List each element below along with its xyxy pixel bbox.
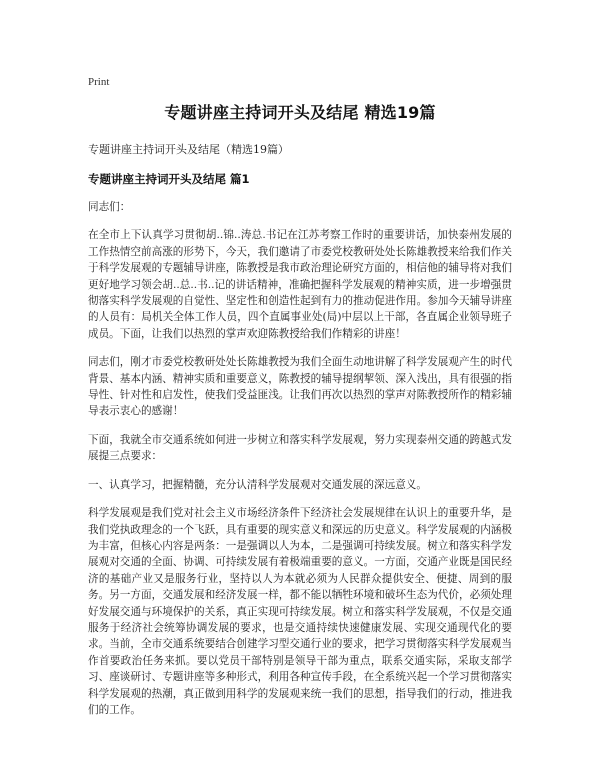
paragraph-salutation: 同志们：	[88, 201, 131, 213]
section-heading: 专题讲座主持词开头及结尾 篇1	[88, 172, 250, 186]
document-title: 专题讲座主持词开头及结尾 精选19篇	[164, 103, 436, 122]
paragraph-point-one: 一、认真学习，把握精髓，充分认清科学发展观对交通发展的深远意义。	[88, 478, 427, 491]
paragraph-requirements-intro: 下面，我就全市交通系统如何进一步树立和落实科学发展观，努力实现泰州交通的跨越式发展提三点要求：	[88, 433, 512, 463]
paragraph-thanks: 同志们，刚才市委党校教研处处长陈雄教授为我们全面生动地讲解了科学发展观产生的时代背景、基本内涵、精神实质和重要意义，陈教授的辅导提纲挈领、深入浅出，具有很强的指导性、针对性和启发性，使我们受益匪浅。让我们再次以热烈的掌声对陈教授所作的精彩辅导表示衷心的感谢！	[88, 356, 512, 418]
print-link[interactable]: Print	[88, 76, 110, 88]
paragraph-point-one-body: 科学发展观是我们党对社会主义市场经济条件下经济社会发展规律在认识上的重要升华，是我们党执政理念的一个飞跃，具有重要的现实意义和深远的历史意义。科学发展观的内涵极为丰富，但核心内容是两条：一是强调以人为本，二是强调可持续发展。树立和落实科学发展观对交通的全面、协调、可持续发展有着极端重要的意义。一方面，交通产业既是国民经济的基础产业又是服务行业，坚持以人为本就必须为人民群众提供安全、便捷、周到的服务。另一方面，交通发展和经济发展一样，都不能以牺牲环境和破坏生态为代价，必须处理好发展交通与环境保护的关系，真正实现可持续发展。树立和落实科学发展观，不仅是交通服务于经济社会统筹协调发展的要求，也是交通持续快速健康发展、实现交通现代化的要求。当前，全市交通系统要结合创建学习型交通行业的要求，把学习贯彻落实科学发展观当作首要政治任务来抓。要以党员干部特别是领导干部为重点，联系交通实际，采取支部学习、座谈研讨、专题讲座等多种形式，利用各种宣传手段，在全系统兴起一个学习贯彻落实科学发展观的热潮，真正做到用科学的发展观来统一我们的思想，指导我们的行动，推进我们的工作。	[88, 507, 512, 716]
paragraph-opening: 在全市上下认真学习贯彻胡..锦..涛总.书记在江苏考察工作时的重要讲话，加快泰州发展的工作热情空前高涨的形势下，今天，我们邀请了市委党校教研处处长陈雄教授来给我们作关于科学发展观的专题辅导讲座，陈教授是我市政治理论研究方面的，相信他的辅导将对我们更好地学习领会胡..总..书..记的讲话精神，准确把握科学发展观的精神实质，进一步增强贯彻落实科学发展观的自觉性、坚定性和创造性起到有力的推动促进作用。参加今天辅导讲座的人员有：局机关全体工作人员，四个直属事业处(局)中层以上干部，各直属企业领导班子成员。下面，让我们以热烈的掌声欢迎陈教授给我们作精彩的讲座！	[88, 229, 512, 340]
document-subtitle: 专题讲座主持词开头及结尾（精选19篇）	[88, 143, 289, 156]
